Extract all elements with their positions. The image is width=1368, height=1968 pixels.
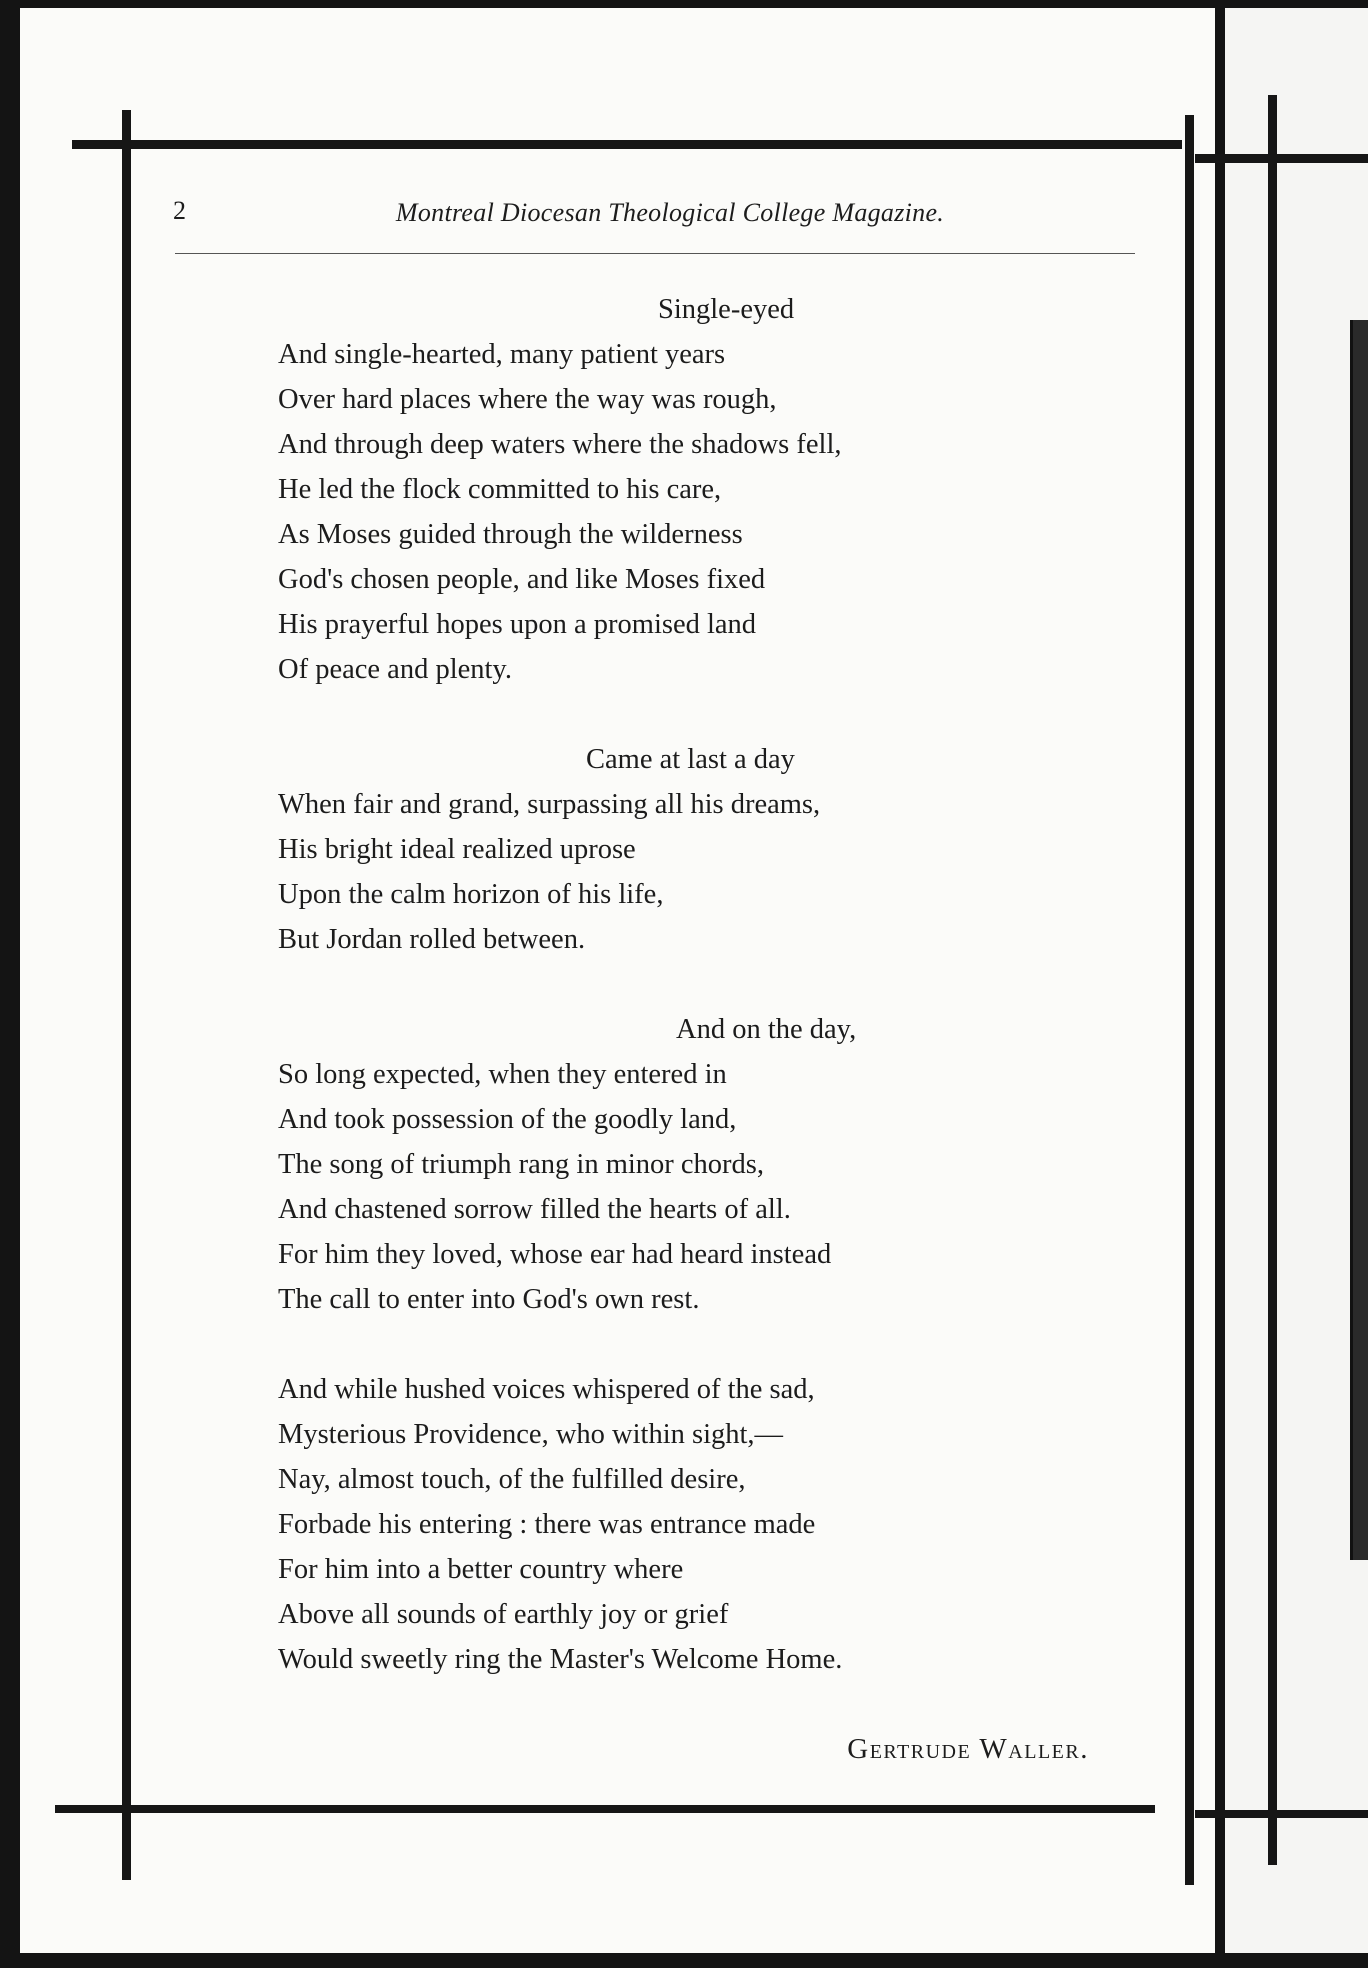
poem-line: Would sweetly ring the Master's Welcome Home. (278, 1644, 843, 1675)
poem-line: And through deep waters where the shadows fell, (278, 429, 842, 460)
poem (278, 287, 1128, 1727)
stanza (278, 1367, 1128, 1682)
poem-line: And single-hearted, many patient years (278, 339, 726, 370)
poem-line: His prayerful hopes upon a promised land (278, 609, 757, 640)
poem-line: And took possession of the goodly land, (278, 1104, 737, 1135)
border-right-rule (1185, 115, 1194, 1885)
author-signature: Gertrude Waller. (847, 1733, 1089, 1765)
poem-line: Nay, almost touch, of the fulfilled desire, (278, 1464, 746, 1495)
poem-line: Mysterious Providence, who within sight,— (278, 1419, 784, 1450)
poem-line: And while hushed voices whispered of the sad, (278, 1374, 815, 1405)
page-number: 2 (173, 196, 186, 225)
poem-line: As Moses guided through the wilderness (278, 519, 743, 550)
poem-line: When fair and grand, surpassing all his dreams, (278, 789, 821, 820)
poem-line: Single-eyed (658, 294, 795, 325)
poem-line: The call to enter into God's own rest. (278, 1284, 700, 1315)
poem-line: But Jordan rolled between. (278, 924, 586, 955)
facing-page-plate (1350, 320, 1368, 1560)
poem-line: Forbade his entering : there was entrance made (278, 1509, 816, 1540)
facing-page-edge (1225, 8, 1368, 1953)
border-top-rule-right (1195, 154, 1368, 163)
header (370, 0, 970, 260)
poem-line: Over hard places where the way was rough, (278, 384, 777, 415)
poem-line: For him they loved, whose ear had heard instead (278, 1239, 832, 1270)
poem-line: The song of triumph rang in minor chords, (278, 1149, 765, 1180)
poem-line: And on the day, (676, 1014, 857, 1045)
poem-line: So long expected, when they entered in (278, 1059, 727, 1090)
stanza (278, 737, 1128, 962)
border-bottom-rule (55, 1805, 1155, 1813)
border-bottom-rule-right (1195, 1810, 1368, 1818)
stanza (278, 1007, 1128, 1322)
running-header: Montreal Diocesan Theological College Magazine. (395, 198, 945, 227)
header-underline (175, 253, 1135, 254)
poem-line: Of peace and plenty. (278, 654, 512, 685)
poem-line: God's chosen people, and like Moses fixed (278, 564, 766, 595)
poem-line: Above all sounds of earthly joy or grief (278, 1599, 729, 1630)
border-right-rule-outer (1268, 95, 1277, 1865)
stanza (278, 287, 1128, 692)
poem-line: For him into a better country where (278, 1554, 684, 1585)
poem-line: His bright ideal realized uprose (278, 834, 636, 865)
border-left-rule (122, 110, 131, 1880)
poem-line: Came at last a day (586, 744, 795, 775)
poem-line: He led the flock committed to his care, (278, 474, 722, 505)
poem-line: And chastened sorrow filled the hearts of all. (278, 1194, 791, 1225)
poem-line: Upon the calm horizon of his life, (278, 879, 664, 910)
